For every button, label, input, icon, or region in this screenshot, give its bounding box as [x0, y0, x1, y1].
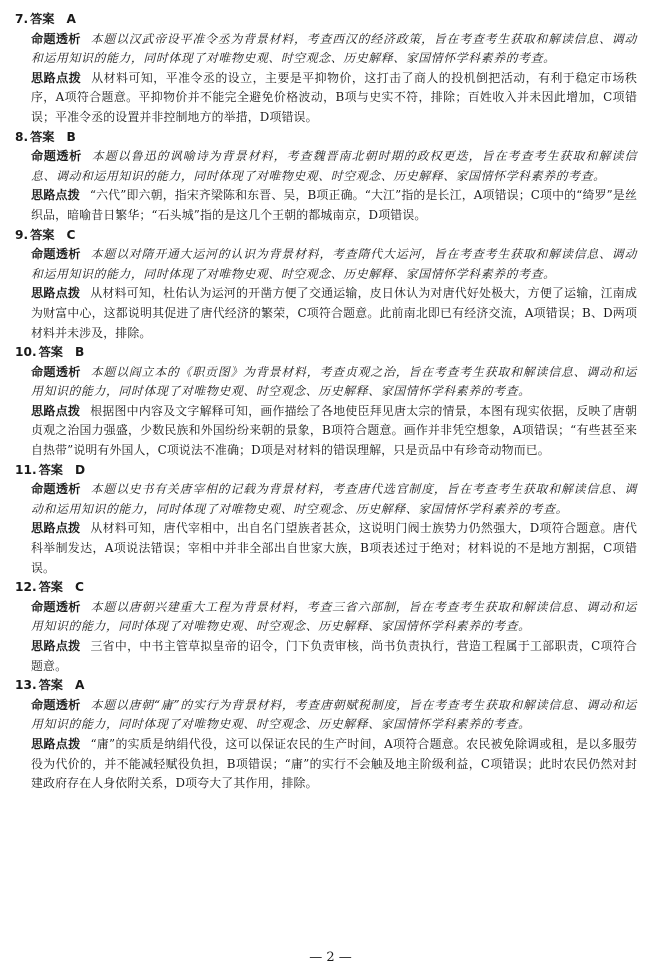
answer-label: 答案 [30, 129, 55, 144]
hint-text: 从材料可知，平准令丞的设立，主要是平抑物价，这打击了商人的投机倒把活动，有利于稳定市场秩序，A项符合题意。平抑物价并不能完全避免价格波动，B项与史实不符，排除；百姓收入并未因此增加，C项错误；平准令丞的设置并非控制地方的举措，D项错误。 [31, 70, 638, 124]
hint-label: 思路点拨 [31, 70, 82, 85]
analysis-text: 本题以对隋开通大运河的认识为背景材料，考查隋代大运河，旨在考查考生获取和解读信息、调动和运用知识的能力，同时体现了对唯物史观、时空观念、历史解释、家国情怀学科素养的考查。 [31, 247, 637, 281]
hint-paragraph [31, 186, 637, 225]
hint-paragraph [31, 402, 637, 461]
analysis-paragraph [31, 598, 637, 637]
hint-label: 思路点拨 [31, 639, 81, 653]
question-11 [15, 461, 637, 579]
analysis-text: 本题以汉武帝设平准令丞为背景材料，考查西汉的经济政策，旨在考查考生获取和解读信息、调动和运用知识的能力，同时体现了对唯物史观、时空观念、历史解释、家国情怀学科素养的考查。 [31, 31, 637, 66]
question-7 [15, 10, 637, 128]
hint-label: 思路点拨 [31, 403, 81, 418]
hint-paragraph [31, 69, 637, 128]
hint-label: 思路点拨 [31, 736, 81, 751]
answer-label: 答案 [30, 227, 55, 242]
analysis-label: 命题透析 [31, 364, 81, 379]
answer-line [15, 676, 637, 696]
analysis-paragraph [31, 245, 637, 284]
answer-label: 答案 [30, 12, 55, 26]
question-10 [15, 343, 637, 461]
analysis-paragraph [31, 363, 637, 402]
answer-value: A [66, 12, 76, 26]
question-number: 12. [15, 580, 37, 595]
question-number: 8. [15, 129, 29, 144]
answer-label: 答案 [38, 678, 63, 693]
question-12 [15, 578, 637, 676]
question-9 [15, 226, 637, 344]
answer-value: C [74, 580, 84, 595]
answer-value: B [66, 129, 76, 144]
analysis-label: 命题透析 [31, 697, 81, 712]
question-number: 10. [15, 345, 37, 360]
hint-text: 从材料可知，杜佑认为运河的开凿方便了交通运输，皮日休认为对唐代好处极大，方便了运输，江南成为财富中心，这都说明其促进了唐代经济的繁荣，C项符合题意。此前南北即已有经济交流，A项错误；B、D两项材料并未涉及，排除。 [31, 286, 637, 340]
answer-value: C [66, 227, 76, 242]
hint-text: 三省中，中书主管草拟皇帝的诏令，门下负责审核，尚书负责执行，营造工程属于工部职责，C项符合题意。 [31, 639, 637, 673]
analysis-text: 本题以史书有关唐宰相的记载为背景材料，考查唐代选官制度，旨在考查考生获取和解读信息、调动和运用知识的能力，同时体现了对唯物史观、时空观念、历史解释、家国情怀学科素养的考查。 [31, 482, 637, 516]
answer-line [15, 10, 637, 30]
analysis-text: 本题以唐朝“庸”的实行为背景材料，考查唐朝赋税制度，旨在考查考生获取和解读信息、调动和运用知识的能力，同时体现了对唯物史观、时空观念、历史解释、家国情怀学科素养的考查。 [31, 697, 638, 732]
hint-text: 根据图中内容及文字解释可知，画作描绘了各地使臣拜见唐太宗的情景，本图有现实依据，反映了唐朝贞观之治国力强盛，少数民族和外国纷纷来朝的景象，B项符合题意。画作并非凭空想象，A项错误；“有些甚至来自热带”说明有外国人，C项说法不准确；D项是对材料的错误理解，只是贡品中有珍奇动物而已。 [31, 403, 637, 458]
hint-text: “庸”的实质是纳绢代役，这可以保证农民的生产时间，A项符合题意。农民被免除调或租，是以多服劳役为代价的，并不能减轻赋役负担，B项错误；“庸”的实行不会触及地主阶级利益，C项错误；此时农民仍然对封建政府存在人身依附关系，D项夸大了其作用，排除。 [31, 736, 637, 791]
question-number: 9. [15, 227, 29, 242]
page-number: — 2 — [309, 950, 352, 965]
analysis-label: 命题透析 [31, 31, 81, 46]
analysis-text: 本题以唐朝兴建重大工程为背景材料，考查三省六部制，旨在考查考生获取和解读信息、调动和运用知识的能力，同时体现了对唯物史观、时空观念、历史解释、家国情怀学科素养的考查。 [31, 599, 637, 634]
hint-paragraph [31, 284, 637, 343]
hint-label: 思路点拨 [31, 188, 80, 203]
answer-line [15, 343, 637, 363]
analysis-label: 命题透析 [31, 482, 81, 497]
question-8 [15, 128, 637, 226]
analysis-paragraph [31, 480, 637, 519]
question-number: 7. [15, 12, 29, 26]
question-number: 13. [15, 678, 37, 693]
question-number: 11. [15, 462, 37, 477]
hint-paragraph [31, 735, 637, 794]
hint-label: 思路点拨 [31, 286, 81, 301]
answer-label: 答案 [38, 580, 63, 595]
hint-paragraph [31, 519, 637, 578]
answer-line [15, 226, 637, 246]
answer-label: 答案 [38, 345, 63, 360]
answer-line [15, 578, 637, 598]
analysis-text: 本题以鲁迅的讽喻诗为背景材料，考查魏晋南北朝时期的政权更迭，旨在考查考生获取和解读信息、调动和运用知识的能力，同时体现了对唯物史观、时空观念、历史解释、家国情怀学科素养的考查。 [31, 149, 638, 183]
analysis-text: 本题以阎立本的《职贡图》为背景材料，考查贞观之治，旨在考查考生获取和解读信息、调动和运用知识的能力，同时体现了对唯物史观、时空观念、历史解释、家国情怀学科素养的考查。 [31, 364, 637, 399]
analysis-paragraph [31, 147, 637, 186]
hint-label: 思路点拨 [31, 521, 81, 536]
hint-text: 从材料可知，唐代宰相中，出自名门望族者甚众，这说明门阀士族势力仍然强大，D项符合题意。唐代科举制发达，A项说法错误；宰相中并非全部出自世家大族，B项表述过于绝对；材料说的不是地方割据，C项错误。 [31, 521, 637, 575]
answer-value: A [74, 678, 85, 693]
answer-line [15, 461, 637, 481]
answer-value: B [74, 345, 85, 360]
answer-label: 答案 [38, 462, 63, 477]
hint-text: “六代”即六朝，指宋齐梁陈和东晋、吴，B项正确。“大江”指的是长江，A项错误；C项中的“绮罗”是丝织品，暗喻昔日繁华；“石头城”指的是这几个王朝的都城南京，D项错误。 [31, 188, 637, 222]
question-13 [15, 676, 637, 794]
answer-line [15, 128, 637, 148]
analysis-label: 命题透析 [31, 599, 81, 614]
analysis-label: 命题透析 [31, 149, 82, 164]
answer-value: D [74, 462, 86, 477]
analysis-paragraph [31, 696, 637, 735]
analysis-label: 命题透析 [31, 247, 81, 262]
hint-paragraph [31, 637, 637, 676]
analysis-paragraph [31, 30, 637, 69]
